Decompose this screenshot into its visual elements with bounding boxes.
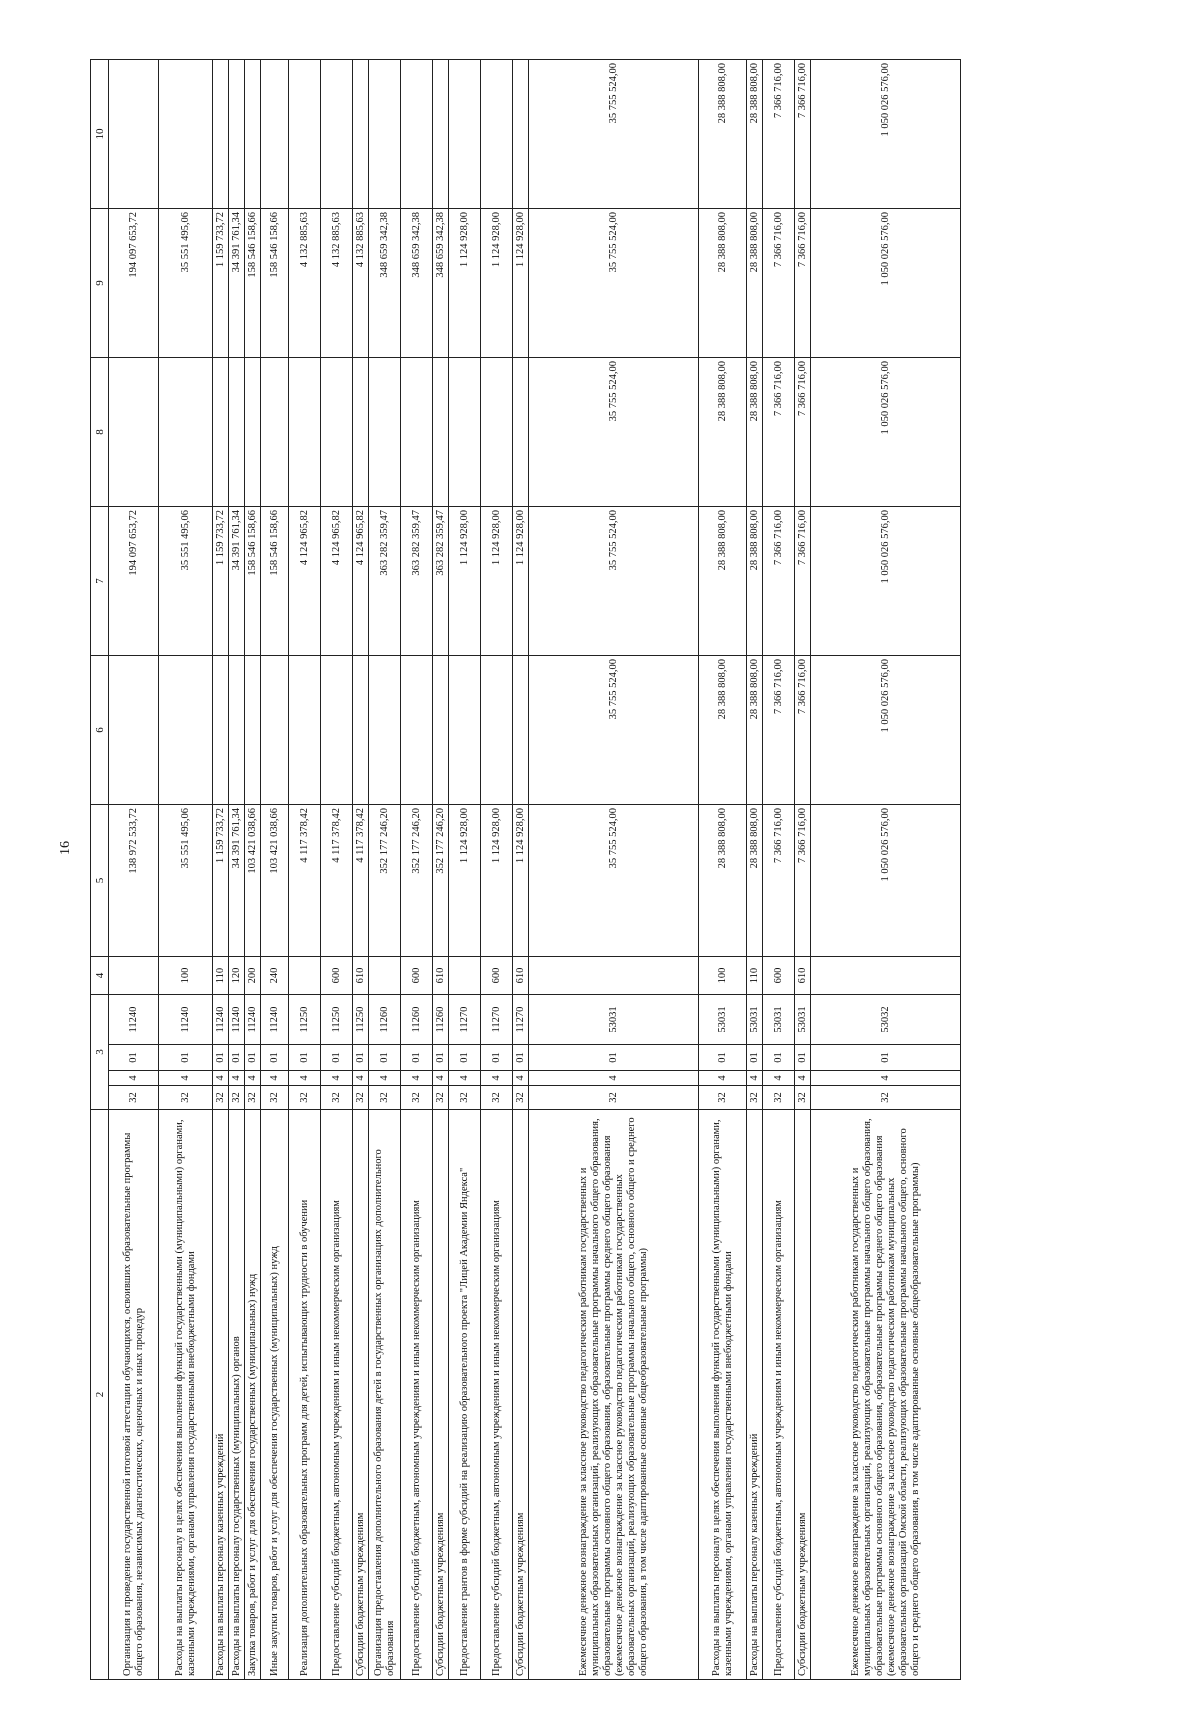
- amount-col-7: 35 755 524,00: [529, 507, 699, 656]
- amount-col-9: 35 755 524,00: [529, 209, 699, 358]
- amount-col-8: [513, 358, 529, 507]
- code-target-article: 11240: [229, 995, 245, 1045]
- code-target-article: 53031: [699, 995, 747, 1045]
- code-subsection: 01: [289, 1045, 321, 1071]
- code-section: 4: [369, 1071, 401, 1086]
- amount-col-6: 7 366 716,00: [763, 656, 795, 805]
- amount-col-8: [159, 358, 213, 507]
- amount-col-5: 138 972 533,72: [109, 805, 159, 957]
- code-expense-type: 110: [747, 957, 763, 995]
- code-section: 4: [811, 1071, 961, 1086]
- code-section: 4: [795, 1071, 811, 1086]
- code-expense-type: [109, 957, 159, 995]
- amount-col-6: [353, 656, 369, 805]
- amount-col-8: [401, 358, 433, 507]
- amount-col-7: 1 050 026 576,00: [811, 507, 961, 656]
- row-description: Расходы на выплаты персоналу в целях обеспечения выполнения функций государственными (муниципальными) органами, казенными учреждениями, органами управления государственными внебюджетными фондами: [159, 1110, 213, 1680]
- code-chapter: 32: [213, 1086, 229, 1110]
- amount-col-5: 1 124 928,00: [481, 805, 513, 957]
- code-target-article: 11260: [401, 995, 433, 1045]
- row-description: Субсидии бюджетным учреждениям: [795, 1110, 811, 1680]
- table-row: [213, 60, 229, 1680]
- code-section: 4: [449, 1071, 481, 1086]
- amount-col-10: [261, 60, 289, 209]
- amount-col-10: 7 366 716,00: [763, 60, 795, 209]
- code-expense-type: [811, 957, 961, 995]
- table-row: [229, 60, 245, 1680]
- code-chapter: 32: [699, 1086, 747, 1110]
- amount-col-10: [321, 60, 353, 209]
- amount-col-9: 7 366 716,00: [795, 209, 811, 358]
- amount-col-7: 158 546 158,66: [261, 507, 289, 656]
- code-expense-type: 240: [261, 957, 289, 995]
- amount-col-9: 1 159 733,72: [213, 209, 229, 358]
- amount-col-8: 7 366 716,00: [795, 358, 811, 507]
- row-description: Предоставление субсидий бюджетным, автономным учреждениям и иным некоммерческим организациям: [763, 1110, 795, 1680]
- amount-col-7: 34 391 761,34: [229, 507, 245, 656]
- amount-col-9: 158 546 158,66: [245, 209, 261, 358]
- code-target-article: 11260: [369, 995, 401, 1045]
- amount-col-9: 34 391 761,34: [229, 209, 245, 358]
- row-description: Расходы на выплаты персоналу казенных учреждений: [213, 1110, 229, 1680]
- code-target-article: 11240: [213, 995, 229, 1045]
- code-target-article: 11240: [245, 995, 261, 1045]
- code-expense-type: 100: [699, 957, 747, 995]
- amount-col-10: 35 755 524,00: [529, 60, 699, 209]
- code-target-article: 11270: [481, 995, 513, 1045]
- amount-col-7: 35 551 495,06: [159, 507, 213, 656]
- code-chapter: 32: [321, 1086, 353, 1110]
- amount-col-5: 352 177 246,20: [433, 805, 449, 957]
- code-target-article: 53032: [811, 995, 961, 1045]
- code-subsection: 01: [401, 1045, 433, 1071]
- row-description: Реализация дополнительных образовательных программ для детей, испытывающих трудности в обучении: [289, 1110, 321, 1680]
- table-row: [245, 60, 261, 1680]
- amount-col-10: [449, 60, 481, 209]
- amount-col-10: 7 366 716,00: [795, 60, 811, 209]
- amount-col-5: 35 551 495,06: [159, 805, 213, 957]
- code-subsection: 01: [433, 1045, 449, 1071]
- code-section: 4: [261, 1071, 289, 1086]
- code-section: 4: [747, 1071, 763, 1086]
- amount-col-10: 1 050 026 576,00: [811, 60, 961, 209]
- table-row: [481, 60, 513, 1680]
- row-description: Расходы на выплаты персоналу казенных учреждений: [747, 1110, 763, 1680]
- table-row: [159, 60, 213, 1680]
- column-number-row: [91, 60, 109, 1680]
- code-target-article: 11260: [433, 995, 449, 1045]
- amount-col-10: [369, 60, 401, 209]
- code-chapter: 32: [245, 1086, 261, 1110]
- budget-table: [90, 59, 961, 1680]
- amount-col-5: 1 050 026 576,00: [811, 805, 961, 957]
- amount-col-9: 4 132 885,63: [289, 209, 321, 358]
- amount-col-9: 348 659 342,38: [433, 209, 449, 358]
- amount-col-8: [369, 358, 401, 507]
- code-section: 4: [433, 1071, 449, 1086]
- code-subsection: 01: [245, 1045, 261, 1071]
- amount-col-8: 7 366 716,00: [763, 358, 795, 507]
- column-header: 6: [91, 656, 109, 805]
- row-description: Субсидии бюджетным учреждениям: [353, 1110, 369, 1680]
- code-expense-type: [529, 957, 699, 995]
- amount-col-7: 28 388 808,00: [699, 507, 747, 656]
- amount-col-6: [369, 656, 401, 805]
- code-expense-type: [369, 957, 401, 995]
- amount-col-6: 35 755 524,00: [529, 656, 699, 805]
- amount-col-5: 34 391 761,34: [229, 805, 245, 957]
- amount-col-6: 28 388 808,00: [699, 656, 747, 805]
- code-chapter: 32: [369, 1086, 401, 1110]
- code-section: 4: [699, 1071, 747, 1086]
- code-subsection: 01: [353, 1045, 369, 1071]
- amount-col-6: [321, 656, 353, 805]
- amount-col-5: 352 177 246,20: [401, 805, 433, 957]
- table-row: [289, 60, 321, 1680]
- amount-col-6: [401, 656, 433, 805]
- amount-col-8: 1 050 026 576,00: [811, 358, 961, 507]
- amount-col-7: 363 282 359,47: [401, 507, 433, 656]
- amount-col-8: [433, 358, 449, 507]
- amount-col-9: 7 366 716,00: [763, 209, 795, 358]
- amount-col-7: 1 124 928,00: [449, 507, 481, 656]
- amount-col-9: 28 388 808,00: [747, 209, 763, 358]
- code-section: 4: [159, 1071, 213, 1086]
- amount-col-5: 7 366 716,00: [763, 805, 795, 957]
- amount-col-9: 158 546 158,66: [261, 209, 289, 358]
- amount-col-6: [513, 656, 529, 805]
- amount-col-8: [481, 358, 513, 507]
- code-subsection: 01: [747, 1045, 763, 1071]
- code-subsection: 01: [513, 1045, 529, 1071]
- amount-col-6: [245, 656, 261, 805]
- amount-col-5: 28 388 808,00: [699, 805, 747, 957]
- code-subsection: 01: [321, 1045, 353, 1071]
- page-number: 16: [58, 841, 73, 855]
- amount-col-6: [289, 656, 321, 805]
- amount-col-9: 35 551 495,06: [159, 209, 213, 358]
- amount-col-5: 103 421 038,66: [261, 805, 289, 957]
- amount-col-10: [481, 60, 513, 209]
- code-expense-type: 100: [159, 957, 213, 995]
- code-expense-type: 120: [229, 957, 245, 995]
- column-header: 7: [91, 507, 109, 656]
- code-chapter: 32: [401, 1086, 433, 1110]
- code-chapter: 32: [229, 1086, 245, 1110]
- amount-col-5: 7 366 716,00: [795, 805, 811, 957]
- code-subsection: 01: [529, 1045, 699, 1071]
- amount-col-9: 1 124 928,00: [513, 209, 529, 358]
- amount-col-10: [109, 60, 159, 209]
- amount-col-10: [433, 60, 449, 209]
- code-subsection: 01: [449, 1045, 481, 1071]
- amount-col-6: [449, 656, 481, 805]
- code-target-article: 11250: [321, 995, 353, 1045]
- amount-col-6: 1 050 026 576,00: [811, 656, 961, 805]
- amount-col-10: 28 388 808,00: [699, 60, 747, 209]
- table-row: [449, 60, 481, 1680]
- code-chapter: 32: [481, 1086, 513, 1110]
- code-subsection: 01: [811, 1045, 961, 1071]
- amount-col-7: 7 366 716,00: [763, 507, 795, 656]
- code-section: 4: [289, 1071, 321, 1086]
- row-description: Организация предоставления дополнительного образования детей в государственных организациях дополнительного образования: [369, 1110, 401, 1680]
- code-subsection: 01: [699, 1045, 747, 1071]
- row-description: Иные закупки товаров, работ и услуг для обеспечения государственных (муниципальных) нужд: [261, 1110, 289, 1680]
- code-section: 4: [353, 1071, 369, 1086]
- table-row: [699, 60, 747, 1680]
- amount-col-8: 28 388 808,00: [699, 358, 747, 507]
- table-row: [109, 60, 159, 1680]
- code-subsection: 01: [159, 1045, 213, 1071]
- code-chapter: 32: [763, 1086, 795, 1110]
- code-target-article: 11250: [353, 995, 369, 1045]
- amount-col-5: 1 159 733,72: [213, 805, 229, 957]
- amount-col-9: 194 097 653,72: [109, 209, 159, 358]
- table-row: [401, 60, 433, 1680]
- amount-col-7: 1 124 928,00: [481, 507, 513, 656]
- amount-col-5: 1 124 928,00: [513, 805, 529, 957]
- column-header: 3: [91, 995, 109, 1110]
- code-expense-type: 110: [213, 957, 229, 995]
- code-section: 4: [245, 1071, 261, 1086]
- table-row: [321, 60, 353, 1680]
- code-subsection: 01: [213, 1045, 229, 1071]
- code-subsection: 01: [109, 1045, 159, 1071]
- amount-col-9: 348 659 342,38: [401, 209, 433, 358]
- code-chapter: 32: [159, 1086, 213, 1110]
- amount-col-10: [289, 60, 321, 209]
- row-description: Предоставление субсидий бюджетным, автономным учреждениям и иным некоммерческим организациям: [401, 1110, 433, 1680]
- code-subsection: 01: [481, 1045, 513, 1071]
- column-header: 10: [91, 60, 109, 209]
- code-expense-type: 600: [481, 957, 513, 995]
- amount-col-6: 7 366 716,00: [795, 656, 811, 805]
- code-expense-type: 600: [401, 957, 433, 995]
- code-subsection: 01: [763, 1045, 795, 1071]
- amount-col-10: [353, 60, 369, 209]
- amount-col-10: 28 388 808,00: [747, 60, 763, 209]
- amount-col-6: [109, 656, 159, 805]
- row-description: Закупка товаров, работ и услуг для обеспечения государственных (муниципальных) нужд: [245, 1110, 261, 1680]
- code-section: 4: [763, 1071, 795, 1086]
- amount-col-7: 7 366 716,00: [795, 507, 811, 656]
- code-chapter: 32: [353, 1086, 369, 1110]
- amount-col-8: 35 755 524,00: [529, 358, 699, 507]
- amount-col-5: 4 117 378,42: [289, 805, 321, 957]
- code-target-article: 53031: [795, 995, 811, 1045]
- amount-col-8: [109, 358, 159, 507]
- code-expense-type: [289, 957, 321, 995]
- amount-col-8: [245, 358, 261, 507]
- amount-col-10: [229, 60, 245, 209]
- row-description: Организация и проведение государственной итоговой аттестации обучающихся, освоивших образовательные программы общего образования, независимых диагностических, оценочных и иных процедур: [109, 1110, 159, 1680]
- amount-col-8: 28 388 808,00: [747, 358, 763, 507]
- amount-col-5: 103 421 038,66: [245, 805, 261, 957]
- amount-col-8: [321, 358, 353, 507]
- code-section: 4: [321, 1071, 353, 1086]
- row-description: Расходы на выплаты персоналу государственных (муниципальных) органов: [229, 1110, 245, 1680]
- code-subsection: 01: [795, 1045, 811, 1071]
- amount-col-9: 1 050 026 576,00: [811, 209, 961, 358]
- code-expense-type: 600: [763, 957, 795, 995]
- code-expense-type: 200: [245, 957, 261, 995]
- code-expense-type: 610: [795, 957, 811, 995]
- code-section: 4: [529, 1071, 699, 1086]
- amount-col-6: 28 388 808,00: [747, 656, 763, 805]
- code-target-article: 53031: [529, 995, 699, 1045]
- amount-col-6: [159, 656, 213, 805]
- amount-col-9: 1 124 928,00: [481, 209, 513, 358]
- code-section: 4: [229, 1071, 245, 1086]
- table-body: [109, 60, 961, 1680]
- amount-col-8: [289, 358, 321, 507]
- code-section: 4: [513, 1071, 529, 1086]
- column-header: 2: [91, 1110, 109, 1680]
- amount-col-7: 1 124 928,00: [513, 507, 529, 656]
- amount-col-6: [433, 656, 449, 805]
- amount-col-7: 158 546 158,66: [245, 507, 261, 656]
- table-row: [529, 60, 699, 1680]
- code-target-article: 11240: [109, 995, 159, 1045]
- amount-col-8: [261, 358, 289, 507]
- amount-col-5: 1 124 928,00: [449, 805, 481, 957]
- amount-col-7: 194 097 653,72: [109, 507, 159, 656]
- amount-col-7: 363 282 359,47: [369, 507, 401, 656]
- amount-col-6: [213, 656, 229, 805]
- table-row: [763, 60, 795, 1680]
- code-chapter: 32: [449, 1086, 481, 1110]
- amount-col-6: [481, 656, 513, 805]
- amount-col-7: 1 159 733,72: [213, 507, 229, 656]
- code-target-article: 11270: [449, 995, 481, 1045]
- code-target-article: 11250: [289, 995, 321, 1045]
- rotated-page-content: [90, 60, 1195, 1680]
- amount-col-5: 4 117 378,42: [353, 805, 369, 957]
- column-header: 4: [91, 957, 109, 995]
- table-row: [433, 60, 449, 1680]
- column-header: 5: [91, 805, 109, 957]
- row-description: Ежемесячное денежное вознаграждение за классное руководство педагогическим работникам государственных и муниципальных образовательных организаций, реализующих образовательные программы начального общего образования, образовательные программы основного общего образования, образовательные программы среднего общего образования (ежемесячное денежное вознаграждение за классное руководство педагогическим работникам государственных образовательных организаций, реализующих образовательные программы начального общего, основного общего и среднего общего образования, в том числе адаптированные основные общеобразовательные программы): [529, 1110, 699, 1680]
- code-expense-type: 610: [353, 957, 369, 995]
- row-description: Предоставление субсидий бюджетным, автономным учреждениям и иным некоммерческим организациям: [481, 1110, 513, 1680]
- code-chapter: 32: [109, 1086, 159, 1110]
- code-section: 4: [213, 1071, 229, 1086]
- amount-col-10: [513, 60, 529, 209]
- code-subsection: 01: [261, 1045, 289, 1071]
- amount-col-7: 363 282 359,47: [433, 507, 449, 656]
- table-row: [811, 60, 961, 1680]
- amount-col-9: 1 124 928,00: [449, 209, 481, 358]
- code-subsection: 01: [229, 1045, 245, 1071]
- amount-col-8: [353, 358, 369, 507]
- code-chapter: 32: [529, 1086, 699, 1110]
- amount-col-10: [245, 60, 261, 209]
- code-chapter: 32: [513, 1086, 529, 1110]
- amount-col-10: [401, 60, 433, 209]
- amount-col-9: 348 659 342,38: [369, 209, 401, 358]
- amount-col-9: 28 388 808,00: [699, 209, 747, 358]
- amount-col-7: 28 388 808,00: [747, 507, 763, 656]
- column-header: 8: [91, 358, 109, 507]
- code-chapter: 32: [433, 1086, 449, 1110]
- amount-col-10: [159, 60, 213, 209]
- code-section: 4: [481, 1071, 513, 1086]
- amount-col-9: 4 132 885,63: [353, 209, 369, 358]
- row-description: Субсидии бюджетным учреждениям: [433, 1110, 449, 1680]
- code-section: 4: [109, 1071, 159, 1086]
- amount-col-10: [213, 60, 229, 209]
- amount-col-7: 4 124 965,82: [321, 507, 353, 656]
- amount-col-9: 4 132 885,63: [321, 209, 353, 358]
- code-expense-type: 610: [433, 957, 449, 995]
- row-description: Ежемесячное денежное вознаграждение за классное руководство педагогическим работникам государственных и муниципальных образовательных организаций, реализующих образовательные программы начального общего образования, образовательные программы основного общего образования, образовательные программы среднего общего образования (ежемесячное денежное вознаграждение за классное руководство педагогическим работникам муниципальных образовательных организаций Омской области, реализующих образовательные программы начального общего, основного общего и среднего общего образования, в том числе адаптированные основные общеобразовательные программы): [811, 1110, 961, 1680]
- code-chapter: 32: [747, 1086, 763, 1110]
- amount-col-5: 35 755 524,00: [529, 805, 699, 957]
- table-row: [795, 60, 811, 1680]
- amount-col-8: [449, 358, 481, 507]
- amount-col-5: 352 177 246,20: [369, 805, 401, 957]
- code-target-article: 11240: [261, 995, 289, 1045]
- row-description: Предоставление субсидий бюджетным, автономным учреждениям и иным некоммерческим организациям: [321, 1110, 353, 1680]
- code-subsection: 01: [369, 1045, 401, 1071]
- amount-col-8: [213, 358, 229, 507]
- amount-col-7: 4 124 965,82: [289, 507, 321, 656]
- code-expense-type: [449, 957, 481, 995]
- code-expense-type: 610: [513, 957, 529, 995]
- table-row: [747, 60, 763, 1680]
- code-chapter: 32: [289, 1086, 321, 1110]
- table-row: [261, 60, 289, 1680]
- column-header: 9: [91, 209, 109, 358]
- code-target-article: 11240: [159, 995, 213, 1045]
- code-chapter: 32: [811, 1086, 961, 1110]
- table-row: [513, 60, 529, 1680]
- amount-col-8: [229, 358, 245, 507]
- row-description: Предоставление грантов в форме субсидий на реализацию образовательного проекта "Лицей Академии Яндекса": [449, 1110, 481, 1680]
- row-description: Субсидии бюджетным учреждениям: [513, 1110, 529, 1680]
- table-row: [369, 60, 401, 1680]
- code-section: 4: [401, 1071, 433, 1086]
- code-target-article: 11270: [513, 995, 529, 1045]
- amount-col-5: 28 388 808,00: [747, 805, 763, 957]
- amount-col-6: [229, 656, 245, 805]
- row-description: Расходы на выплаты персоналу в целях обеспечения выполнения функций государственными (муниципальными) органами, казенными учреждениями, органами управления государственными внебюджетными фондами: [699, 1110, 747, 1680]
- amount-col-5: 4 117 378,42: [321, 805, 353, 957]
- code-target-article: 53031: [747, 995, 763, 1045]
- code-expense-type: 600: [321, 957, 353, 995]
- amount-col-7: 4 124 965,82: [353, 507, 369, 656]
- code-target-article: 53031: [763, 995, 795, 1045]
- table-row: [353, 60, 369, 1680]
- code-chapter: 32: [261, 1086, 289, 1110]
- amount-col-6: [261, 656, 289, 805]
- code-chapter: 32: [795, 1086, 811, 1110]
